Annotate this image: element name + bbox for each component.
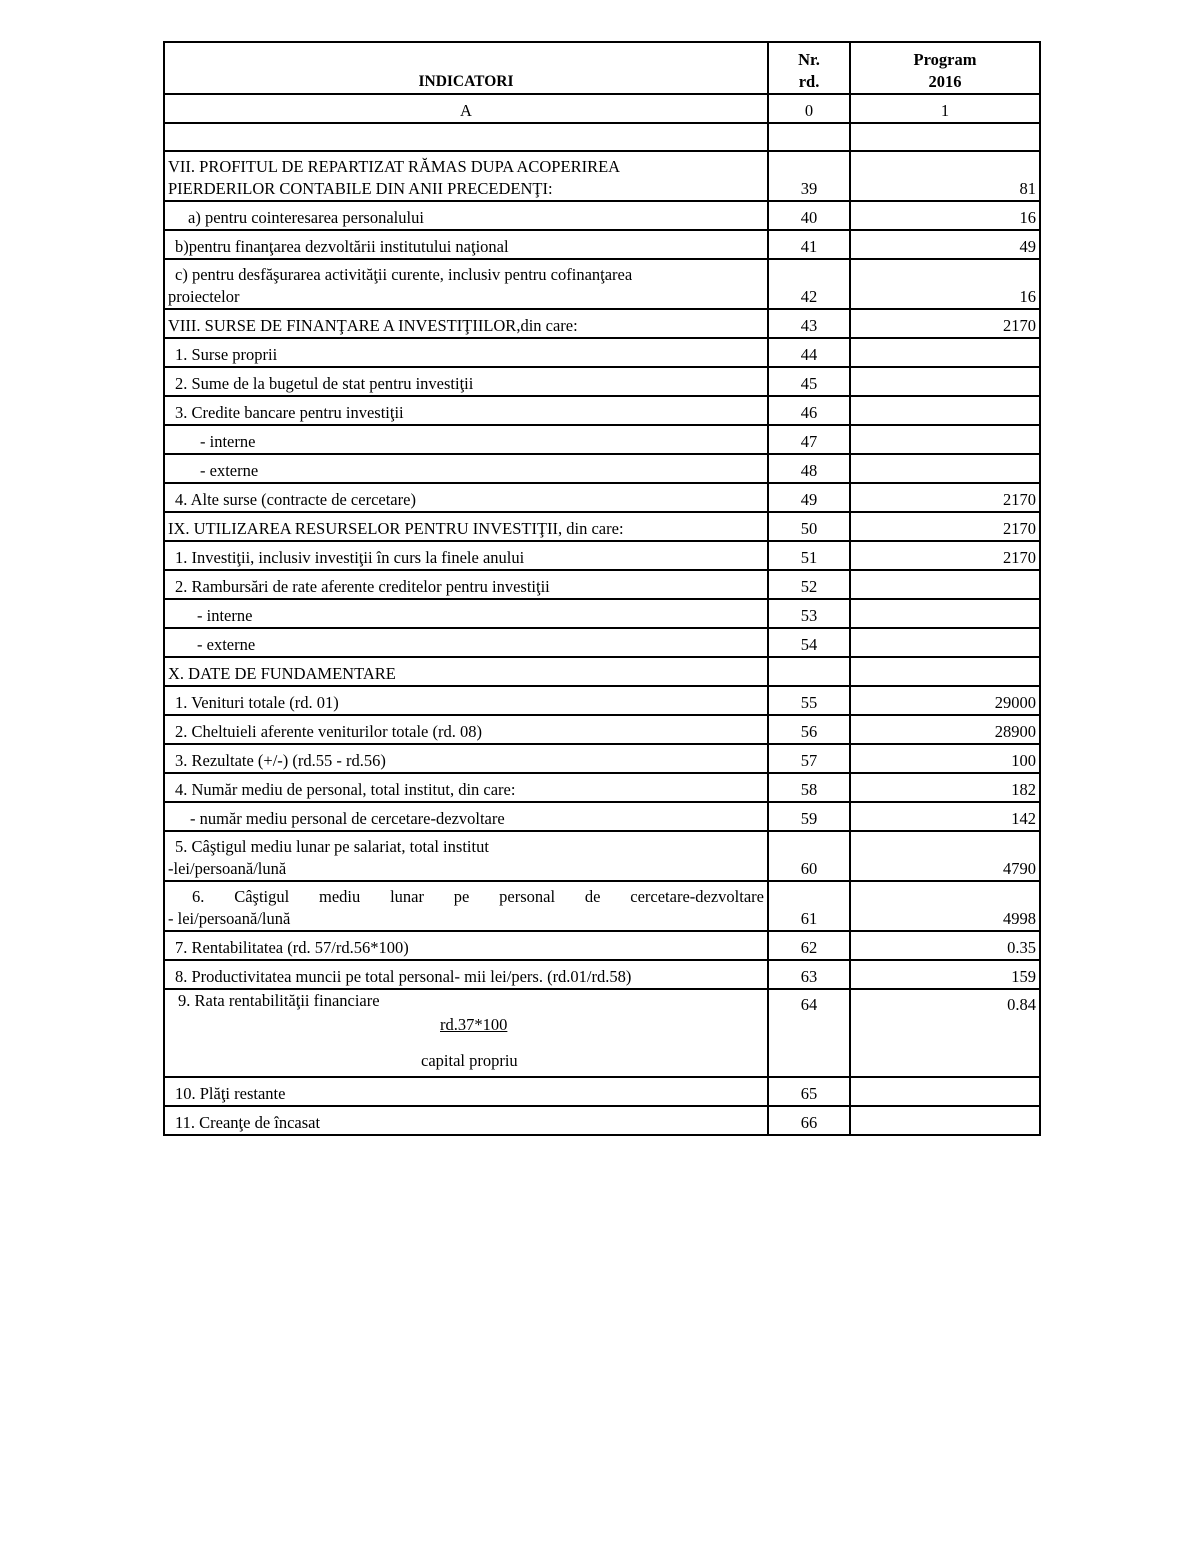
row-number: 64 [768,989,850,1077]
row-number: 61 [768,881,850,931]
row-label: - interne [164,599,768,628]
row-number: 47 [768,425,850,454]
column-index-row [164,94,1040,123]
row-number: 57 [768,744,850,773]
header-program-line2: 2016 [928,72,962,91]
row-value: 2170 [850,309,1040,338]
header-program [850,42,1040,94]
row-number: 44 [768,338,850,367]
row-value: 2170 [850,483,1040,512]
table-row [164,744,1040,773]
row-label: 1. Investiţii, inclusiv investiţii în curs la finele anului [164,541,768,570]
row-label-line: VII. PROFITUL DE REPARTIZAT RĂMAS DUPA ACOPERIREA [168,157,621,176]
row-label [164,151,768,201]
table-row [164,541,1040,570]
row-value [850,628,1040,657]
section-row [164,657,1040,686]
table-row [164,715,1040,744]
table-row [164,338,1040,367]
row-label: - interne [164,425,768,454]
row-value [850,657,1040,686]
header-nr-line2: rd. [798,72,820,91]
fraction-denominator: capital propriu [421,1051,518,1070]
row-label: 2. Rambursări de rate aferente creditelor pentru investiţii [164,570,768,599]
blank-cell [768,123,850,151]
row-number: 42 [768,259,850,309]
row-number: 63 [768,960,850,989]
row-value: 0.84 [850,989,1040,1077]
row-value: 4998 [850,881,1040,931]
table-row [164,396,1040,425]
table-row [164,599,1040,628]
row-label: IX. UTILIZAREA RESURSELOR PENTRU INVESTIŢII, din care: [164,512,768,541]
header-nr-rd [768,42,850,94]
row-value [850,396,1040,425]
row-label: 4. Alte surse (contracte de cercetare) [164,483,768,512]
row-value: 29000 [850,686,1040,715]
row-label: 10. Plăţi restante [164,1077,768,1106]
row-label [164,881,768,931]
table-row [164,931,1040,960]
indicators-table [163,41,1041,1136]
table-row [164,367,1040,396]
table-row [164,512,1040,541]
row-label: 11. Creanţe de încasat [164,1106,768,1135]
table-row [164,802,1040,831]
row-number: 62 [768,931,850,960]
row-label-line: -lei/persoană/lună [168,859,287,878]
blank-cell [164,123,768,151]
row-number: 53 [768,599,850,628]
table-row [164,454,1040,483]
table-row [164,960,1040,989]
row-number: 55 [768,686,850,715]
row-number: 54 [768,628,850,657]
row-number: 49 [768,483,850,512]
row-label-line: 9. Rata rentabilităţii financiare [178,991,380,1010]
row-value [850,338,1040,367]
row-value [850,1077,1040,1106]
row-number: 59 [768,802,850,831]
row-number: 40 [768,201,850,230]
row-label [164,989,768,1077]
row-number: 41 [768,230,850,259]
table-row [164,201,1040,230]
table-row [164,230,1040,259]
table-row [164,483,1040,512]
row-label-line: c) pentru desfăşurarea activităţii curente, inclusiv pentru cofinanţarea [175,265,633,284]
fraction-numerator: rd.37*100 [440,1015,508,1034]
table-row [164,259,1040,309]
row-label: 2. Sume de la bugetul de stat pentru investiţii [164,367,768,396]
row-value: 100 [850,744,1040,773]
row-label: 3. Credite bancare pentru investiţii [164,396,768,425]
row-label-line: 6. Câştigul mediu lunar pe personal de cercetare-dezvoltare [192,887,764,906]
row-value: 49 [850,230,1040,259]
row-label-line: 5. Câştigul mediu lunar pe salariat, total institut [175,837,489,856]
row-value: 2170 [850,512,1040,541]
table-row [164,628,1040,657]
row-number: 58 [768,773,850,802]
row-label: - externe [164,454,768,483]
table-row [164,425,1040,454]
row-label [164,259,768,309]
table-row [164,773,1040,802]
row-number: 50 [768,512,850,541]
row-label: 2. Cheltuieli aferente veniturilor totale (rd. 08) [164,715,768,744]
row-value: 28900 [850,715,1040,744]
row-number: 45 [768,367,850,396]
column-index-a: A [164,94,768,123]
row-label-line: proiectelor [168,287,240,306]
row-label-line: - lei/persoană/lună [168,909,291,928]
column-index-program: 1 [850,94,1040,123]
header-nr-line1: Nr. [798,50,820,69]
row-label: 7. Rentabilitatea (rd. 57/rd.56*100) [164,931,768,960]
table-header-row [164,42,1040,94]
table-row [164,1106,1040,1135]
row-value: 182 [850,773,1040,802]
row-value [850,425,1040,454]
row-number: 60 [768,831,850,881]
table-row [164,831,1040,881]
row-label: - externe [164,628,768,657]
row-number: 65 [768,1077,850,1106]
row-number: 48 [768,454,850,483]
blank-cell [850,123,1040,151]
header-program-line1: Program [913,50,977,69]
table-row [164,881,1040,931]
table-row [164,151,1040,201]
header-indicatori: INDICATORI [164,42,768,94]
row-label: 1. Venituri totale (rd. 01) [164,686,768,715]
row-label: a) pentru cointeresarea personalului [164,201,768,230]
row-number [768,657,850,686]
indicators-sheet [163,41,1039,1136]
section-label: X. DATE DE FUNDAMENTARE [164,657,768,686]
row-value: 159 [850,960,1040,989]
row-value [850,454,1040,483]
row-value: 2170 [850,541,1040,570]
row-label: 4. Număr mediu de personal, total institut, din care: [164,773,768,802]
row-number: 51 [768,541,850,570]
row-value: 81 [850,151,1040,201]
blank-row [164,123,1040,151]
row-value: 0.35 [850,931,1040,960]
row-number: 43 [768,309,850,338]
table-row [164,989,1040,1077]
row-label: - număr mediu personal de cercetare-dezvoltare [164,802,768,831]
table-row [164,686,1040,715]
table-row [164,309,1040,338]
row-number: 52 [768,570,850,599]
row-value [850,367,1040,396]
row-number: 39 [768,151,850,201]
row-label: b)pentru finanţarea dezvoltării institutului naţional [164,230,768,259]
row-value: 16 [850,259,1040,309]
row-number: 46 [768,396,850,425]
table-row [164,1077,1040,1106]
column-index-nr: 0 [768,94,850,123]
row-number: 66 [768,1106,850,1135]
row-value [850,570,1040,599]
row-value: 16 [850,201,1040,230]
row-label: 3. Rezultate (+/-) (rd.55 - rd.56) [164,744,768,773]
row-label: 1. Surse proprii [164,338,768,367]
row-label: VIII. SURSE DE FINANŢARE A INVESTIŢIILOR,din care: [164,309,768,338]
row-label: 8. Productivitatea muncii pe total personal- mii lei/pers. (rd.01/rd.58) [164,960,768,989]
row-value [850,1106,1040,1135]
row-label [164,831,768,881]
row-number: 56 [768,715,850,744]
row-label-line: PIERDERILOR CONTABILE DIN ANII PRECEDENŢI: [168,179,553,198]
row-value [850,599,1040,628]
row-value: 4790 [850,831,1040,881]
table-row [164,570,1040,599]
row-value: 142 [850,802,1040,831]
